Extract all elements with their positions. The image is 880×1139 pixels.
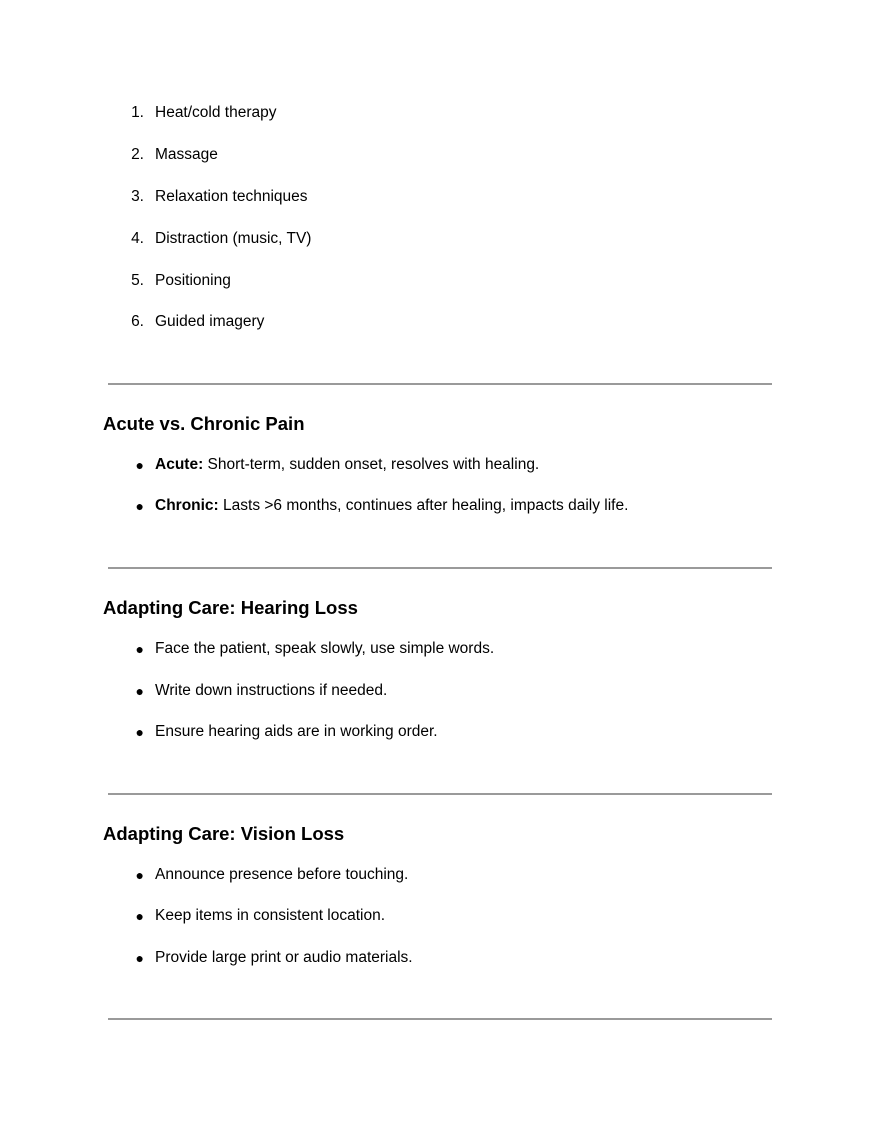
list-item-text: Massage	[155, 146, 218, 163]
bullet-icon: ●	[135, 498, 144, 514]
list-item-text: Face the patient, speak slowly, use simple words.	[155, 640, 495, 657]
bullet-icon: ●	[135, 641, 144, 657]
list-item-text: Provide large print or audio materials.	[155, 949, 413, 966]
term-label: Acute:	[155, 456, 204, 473]
horizontal-divider	[108, 1018, 772, 1020]
bullet-icon: ●	[135, 908, 144, 924]
term-description: Short-term, sudden onset, resolves with healing.	[203, 456, 540, 473]
list-number: 5.	[131, 272, 144, 289]
section-heading-vision: Adapting Care: Vision Loss	[103, 823, 345, 844]
bullet-icon: ●	[135, 683, 144, 699]
horizontal-divider	[108, 567, 772, 569]
list-item-text	[155, 454, 539, 476]
list-number: 2.	[131, 146, 144, 163]
list-item-text: Heat/cold therapy	[155, 104, 277, 121]
bullet-icon: ●	[135, 724, 144, 740]
list-item-text	[155, 495, 628, 517]
horizontal-divider	[108, 793, 772, 795]
list-item-text: Write down instructions if needed.	[155, 682, 388, 699]
term-description: Lasts >6 months, continues after healing, impacts daily life.	[218, 497, 629, 514]
list-number: 6.	[131, 313, 144, 330]
list-item-text: Positioning	[155, 272, 231, 289]
list-number: 1.	[131, 104, 144, 121]
list-item-text: Relaxation techniques	[155, 188, 308, 205]
list-item-text: Announce presence before touching.	[155, 866, 409, 883]
section-heading-hearing: Adapting Care: Hearing Loss	[103, 597, 358, 618]
list-number: 4.	[131, 230, 144, 247]
list-item-text: Keep items in consistent location.	[155, 907, 386, 924]
bullet-icon: ●	[135, 867, 144, 883]
bullet-icon: ●	[135, 457, 144, 473]
bullet-icon: ●	[135, 950, 144, 966]
list-item-text: Distraction (music, TV)	[155, 230, 312, 247]
term-label: Chronic:	[155, 497, 219, 514]
section-heading-pain: Acute vs. Chronic Pain	[103, 413, 305, 434]
list-item-text: Guided imagery	[155, 313, 265, 330]
list-number: 3.	[131, 188, 144, 205]
list-item-text: Ensure hearing aids are in working order.	[155, 723, 438, 740]
horizontal-divider	[108, 383, 772, 385]
